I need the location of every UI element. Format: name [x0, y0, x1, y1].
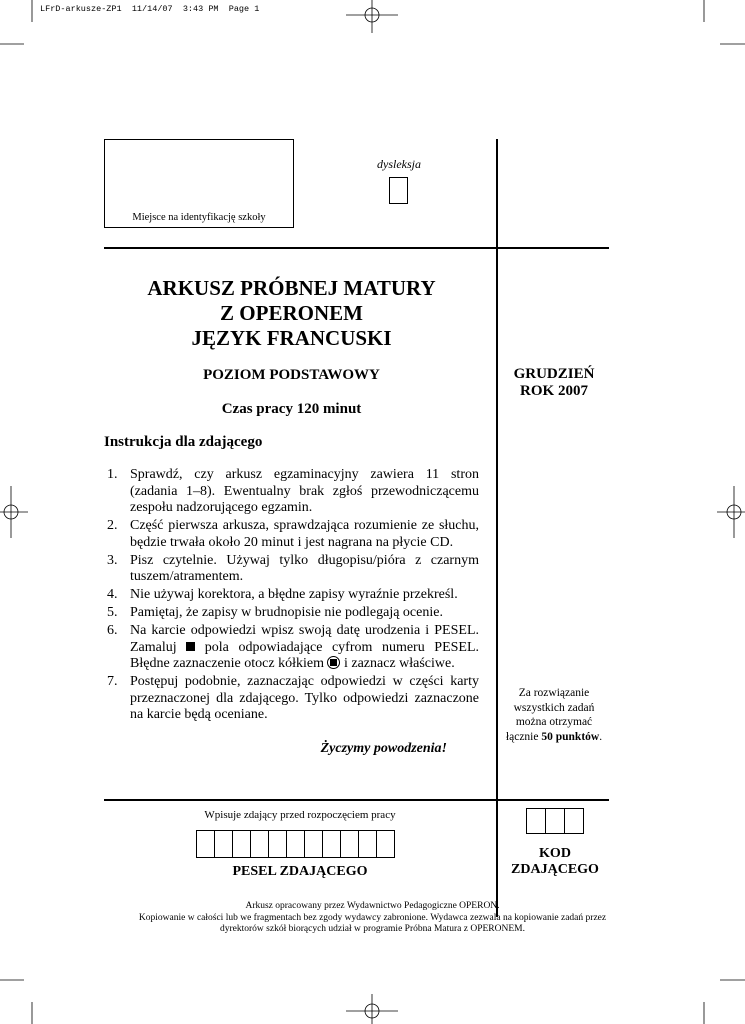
- points-line: [500, 730, 608, 745]
- item-text: i zaznacz właściwe.: [343, 656, 455, 671]
- title-line-2: Z OPERONEM: [220, 301, 363, 325]
- pesel-input-boxes[interactable]: [196, 830, 395, 858]
- pesel-digit-box[interactable]: [323, 831, 341, 857]
- school-id-label: Miejsce na identyfikację szkoły: [132, 212, 266, 223]
- item-text: Postępuj podobnie, zaznaczając odpowiedzi w części karty przeznaczonej dla zdającego. Tylko odpowiedzi zaznaczone na karcie będą oceniane.: [130, 674, 479, 722]
- item-number: 1.: [107, 467, 118, 482]
- points-suffix: .: [599, 730, 603, 743]
- footer-line: Arkusz opracowany przez Wydawnictwo Pedagogiczne OPERON.: [245, 901, 500, 911]
- exam-time: Czas pracy 120 minut: [221, 401, 362, 417]
- footer-line: Kopiowanie w całości lub we fragmentach bez zgody wydawcy zabronione. Wydawca zezwala na kopiowanie zadań przez: [138, 912, 607, 923]
- footer-line: dyrektorów szkół biorących udział w programie Próbna Matura z OPERONEM.: [220, 924, 525, 934]
- item-number: 7.: [107, 674, 118, 689]
- item-number: 6.: [107, 623, 118, 638]
- school-id-box: [104, 139, 294, 228]
- dyslexia-checkbox[interactable]: [389, 177, 408, 204]
- bottom-divider: [104, 799, 609, 801]
- instruction-item: [107, 623, 479, 673]
- instruction-item: [107, 605, 479, 622]
- pesel-digit-box[interactable]: [251, 831, 269, 857]
- pesel-digit-box[interactable]: [287, 831, 305, 857]
- instructions-list: [107, 467, 479, 725]
- student-code-boxes[interactable]: [526, 808, 584, 834]
- points-line: można otrzymać: [515, 716, 593, 728]
- top-divider: [104, 247, 609, 249]
- pesel-digit-box[interactable]: [305, 831, 323, 857]
- instruction-item: [107, 674, 479, 724]
- item-number: 2.: [107, 518, 118, 533]
- item-number: 3.: [107, 552, 118, 568]
- points-info: [500, 686, 608, 744]
- publisher-footer: [90, 901, 655, 936]
- registration-mark-bottom: [346, 994, 398, 1024]
- item-text: Na karcie odpowiedzi wpisz swoją datę urodzenia i PESEL. Zamaluj: [130, 623, 479, 655]
- pesel-digit-box[interactable]: [341, 831, 359, 857]
- points-total: 50 punktów: [541, 730, 600, 743]
- code-label-line: ZDAJĄCEGO: [511, 862, 599, 877]
- dyslexia-label: dysleksja: [377, 157, 421, 171]
- student-code-label: [500, 846, 610, 878]
- item-text: Część pierwsza arkusza, sprawdzająca rozumienie ze słuchu, będzie trwała około 20 minut i jest nagrana na płycie CD.: [130, 518, 479, 550]
- code-digit-box[interactable]: [546, 809, 565, 833]
- title-line-3: JĘZYK FRANCUSKI: [191, 326, 392, 350]
- registration-mark-right: [717, 486, 745, 538]
- pesel-label: PESEL ZDAJĄCEGO: [232, 864, 368, 879]
- points-line: wszystkich zadań: [513, 701, 595, 714]
- exam-month: GRUDZIEŃ: [513, 366, 595, 382]
- item-text: Pisz czytelnie. Używaj tylko długopisu/pióra z czarnym tuszem/atramentem.: [130, 552, 479, 584]
- pesel-digit-box[interactable]: [359, 831, 377, 857]
- item-text: Nie używaj korektora, a błędne zapisy wyraźnie przekreśl.: [130, 587, 458, 602]
- instruction-item: [107, 587, 479, 604]
- pesel-digit-box[interactable]: [269, 831, 287, 857]
- item-number: 4.: [107, 587, 118, 602]
- item-text: Sprawdź, czy arkusz egzaminacyjny zawiera 11 stron (zadania 1–8). Ewentualny brak zgłoś przewodniczącemu zespołu nadzorującego egzamin.: [130, 467, 479, 515]
- title-line-1: ARKUSZ PRÓBNEJ MATURY: [147, 276, 436, 300]
- instruction-item: [107, 467, 479, 517]
- exam-level: POZIOM PODSTAWOWY: [203, 367, 380, 383]
- good-luck-text: Życzymy powodzenia!: [320, 741, 447, 756]
- pesel-digit-box[interactable]: [377, 831, 394, 857]
- pesel-note: Wpisuje zdający przed rozpoczęciem pracy: [204, 809, 396, 821]
- points-prefix: łącznie: [505, 730, 542, 743]
- instructions-heading: Instrukcja dla zdającego: [104, 434, 263, 450]
- code-label-line: KOD: [539, 846, 571, 861]
- item-text: Pamiętaj, że zapisy w brudnopisie nie podlegają ocenie.: [130, 605, 443, 620]
- instruction-item: [107, 553, 479, 586]
- pesel-digit-box[interactable]: [233, 831, 251, 857]
- circled-square-icon: [327, 656, 340, 669]
- pesel-digit-box[interactable]: [197, 831, 215, 857]
- filled-square-icon: [186, 642, 195, 651]
- item-number: 5.: [107, 605, 118, 620]
- registration-mark-left: [0, 486, 28, 538]
- item-text: pola odpowiadające cyfrom numeru PESEL. Błędne zaznaczenie otocz kółkiem: [130, 639, 480, 671]
- print-slug: LFrD-arkusze-ZP1 11/14/07 3:43 PM Page 1: [40, 4, 260, 14]
- code-digit-box[interactable]: [565, 809, 583, 833]
- pesel-digit-box[interactable]: [215, 831, 233, 857]
- exam-year: ROK 2007: [520, 383, 588, 399]
- exam-title: [104, 276, 479, 351]
- registration-mark-top: [346, 0, 398, 33]
- code-digit-box[interactable]: [527, 809, 546, 833]
- instruction-item: [107, 518, 479, 551]
- exam-date: [500, 366, 608, 400]
- points-line: Za rozwiązanie: [518, 687, 590, 699]
